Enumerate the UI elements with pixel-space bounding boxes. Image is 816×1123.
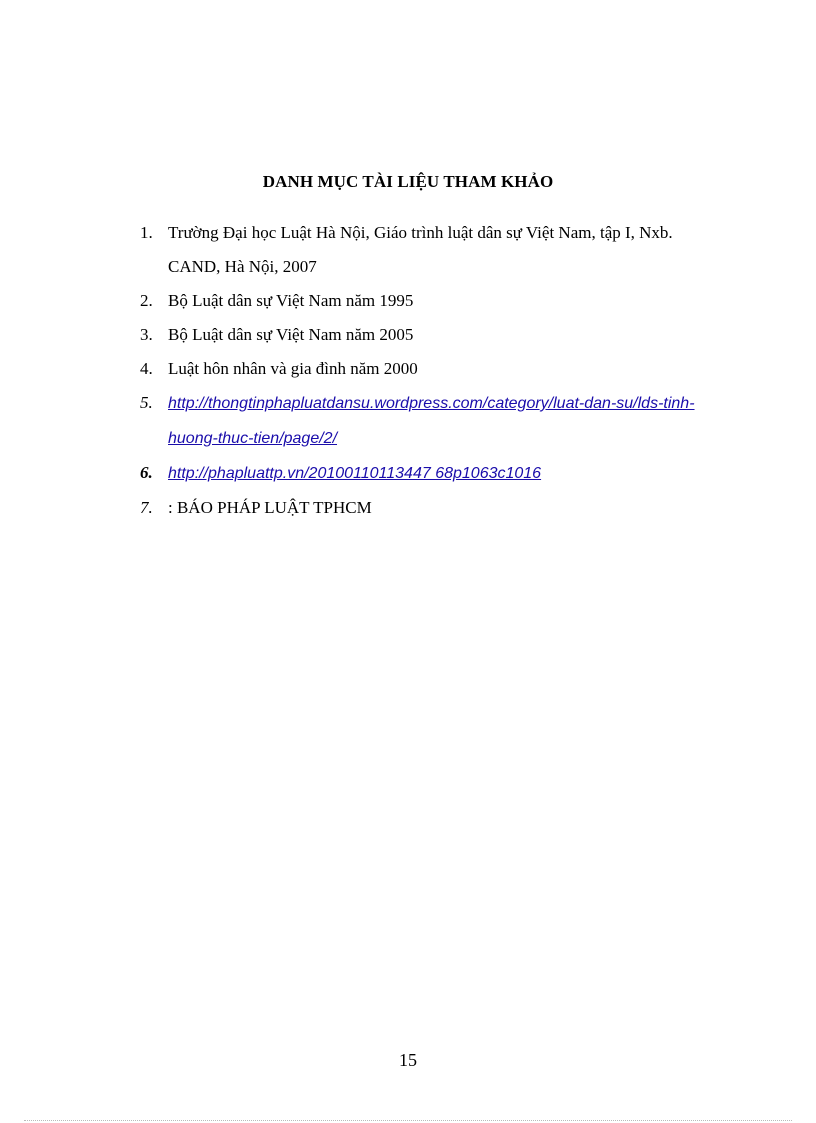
reference-link[interactable]: http://phapluattp.vn/20100110113447 68p1063c1016 xyxy=(168,465,542,482)
reference-text: Bộ Luật dân sự Việt Nam năm 1995 xyxy=(168,291,414,310)
reference-number: 5. xyxy=(140,393,153,412)
reference-item-5 xyxy=(140,386,700,456)
reference-item-1 xyxy=(140,216,700,284)
reference-text: : BÁO PHÁP LUẬT TPHCM xyxy=(168,498,372,517)
reference-text: Luật hôn nhân và gia đình năm 2000 xyxy=(168,359,418,378)
reference-number: 3. xyxy=(140,325,153,344)
reference-number: 7. xyxy=(140,498,153,517)
reference-link[interactable]: http://thongtinphapluatdansu.wordpress.com/category/luat-dan-su/lds-tinh-huong-thuc-tien/page/2/ xyxy=(168,395,695,447)
page-title: DANH MỤC TÀI LIỆU THAM KHẢO xyxy=(262,172,554,191)
reference-item-2 xyxy=(140,284,700,318)
page-number: 15 xyxy=(399,1050,417,1070)
reference-item-7 xyxy=(140,491,700,525)
reference-item-6 xyxy=(140,456,700,491)
reference-text: Trường Đại học Luật Hà Nội, Giáo trình luật dân sự Việt Nam, tập I, Nxb. CAND, Hà Nội, 2007 xyxy=(168,223,673,276)
page-bottom-divider xyxy=(24,1120,792,1121)
reference-number: 1. xyxy=(140,223,153,242)
reference-item-3 xyxy=(140,318,700,352)
reference-number: 4. xyxy=(140,359,153,378)
reference-number: 2. xyxy=(140,291,153,310)
reference-item-4 xyxy=(140,352,700,386)
reference-text: Bộ Luật dân sự Việt Nam năm 2005 xyxy=(168,325,414,344)
reference-number: 6. xyxy=(140,463,153,482)
reference-list xyxy=(140,216,700,525)
